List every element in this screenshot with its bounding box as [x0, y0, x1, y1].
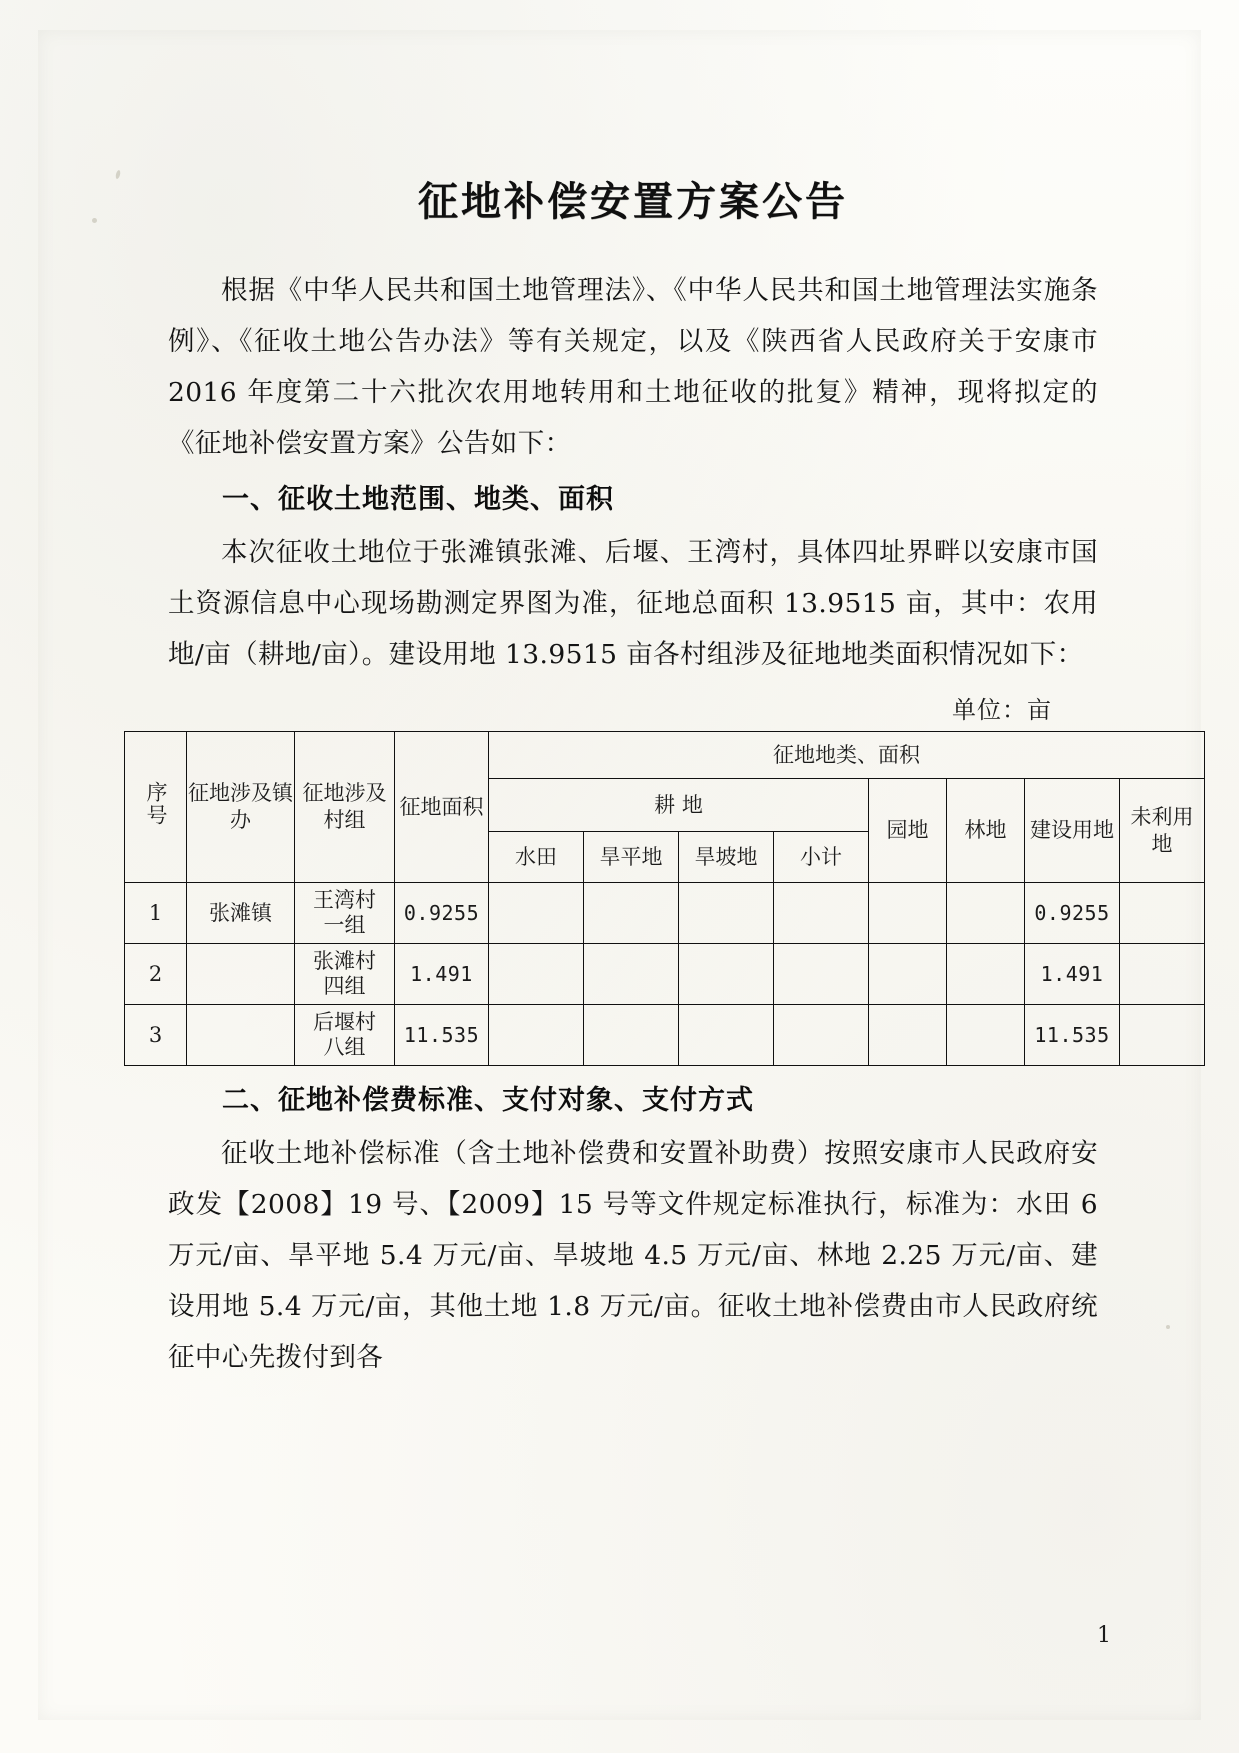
table-row	[125, 944, 1205, 1005]
cell-village-line2: 八组	[323, 1035, 366, 1059]
page-number: 1	[1097, 1623, 1111, 1648]
col-header-subtotal: 小计	[774, 832, 869, 883]
cell-town	[187, 1005, 295, 1066]
section-heading-two: 二、征地补偿费标准、支付对象、支付方式	[222, 1085, 754, 1116]
cell-seq: 2	[125, 944, 187, 1005]
intro-paragraph: 根据《中华人民共和国土地管理法》、《中华人民共和国土地管理法实施条例》、《征收土地公告办法》等有关规定，以及《陕西省人民政府关于安康市 2016 年度第二十六批次农用地转用和土地征收的批复》精神，现将拟定的《征地补偿安置方案》公告如下：	[168, 275, 1098, 459]
cell-unused	[1120, 1005, 1205, 1066]
cell-subtotal	[774, 944, 869, 1005]
cell-construction: 1.491	[1025, 944, 1120, 1005]
page-title: 征地补偿安置方案公告	[418, 179, 848, 225]
cell-unused	[1120, 944, 1205, 1005]
cell-village-line1: 王湾村	[313, 888, 376, 912]
col-header-village: 征地涉及村组	[295, 732, 395, 883]
document-body	[144, 150, 1194, 1385]
col-header-seq-label: 序号	[144, 780, 168, 827]
cell-village-line2: 四组	[323, 974, 366, 998]
cell-construction: 0.9255	[1025, 883, 1120, 944]
cell-dry-flat	[584, 1005, 679, 1066]
cell-unused	[1120, 883, 1205, 944]
cell-forest	[947, 1005, 1025, 1066]
paper-speck	[1166, 1325, 1170, 1329]
col-header-town: 征地涉及镇办	[187, 732, 295, 883]
cell-area: 1.491	[395, 944, 489, 1005]
cell-dry-flat	[584, 883, 679, 944]
compensation-paragraph: 征收土地补偿标准（含土地补偿费和安置补助费）按照安康市人民政府安政发【2008】19 号、【2009】15 号等文件规定标准执行，标准为：水田 6 万元/亩、旱平地 5.4 万元/亩、旱坡地 4.5 万元/亩、林地 2.25 万元/亩、建设用地 5.4 万元/亩，其他土地 1.8 万元/亩。征收土地补偿费由市人民政府统征中心先拨付到各	[168, 1138, 1098, 1373]
col-header-dry-flat: 旱平地	[584, 832, 679, 883]
cell-village-line1: 张滩村	[313, 949, 376, 973]
cell-village	[295, 1005, 395, 1066]
table-row	[125, 1005, 1205, 1066]
cell-paddy	[489, 883, 584, 944]
col-header-unused: 未利用地	[1120, 779, 1205, 883]
paper-speck	[115, 170, 121, 180]
col-header-group: 征地地类、面积	[489, 732, 1205, 779]
col-header-forest: 林地	[947, 779, 1025, 883]
cell-dry-flat	[584, 944, 679, 1005]
col-header-construction: 建设用地	[1025, 779, 1120, 883]
cell-area: 0.9255	[395, 883, 489, 944]
cell-village	[295, 883, 395, 944]
cell-village-line1: 后堰村	[313, 1010, 376, 1034]
paper-speck	[92, 218, 97, 223]
col-header-farmland: 耕 地	[489, 779, 869, 832]
scope-paragraph: 本次征收土地位于张滩镇张滩、后堰、王湾村，具体四址界畔以安康市国土资源信息中心现场勘测定界图为准，征地总面积 13.9515 亩，其中：农用地/亩（耕地/亩）。建设用地 13.9515 亩各村组涉及征地地类面积情况如下：	[168, 537, 1098, 670]
cell-area: 11.535	[395, 1005, 489, 1066]
cell-garden	[869, 944, 947, 1005]
cell-paddy	[489, 1005, 584, 1066]
cell-dry-slope	[679, 1005, 774, 1066]
cell-village-line2: 一组	[323, 913, 366, 937]
table-unit-label: 单位：亩	[952, 696, 1052, 724]
paper-sheet	[38, 30, 1201, 1720]
cell-forest	[947, 944, 1025, 1005]
col-header-garden: 园地	[869, 779, 947, 883]
land-area-table	[124, 731, 1205, 1066]
cell-subtotal	[774, 883, 869, 944]
cell-town	[187, 944, 295, 1005]
col-header-area: 征地面积	[395, 732, 489, 883]
cell-subtotal	[774, 1005, 869, 1066]
cell-dry-slope	[679, 944, 774, 1005]
cell-dry-slope	[679, 883, 774, 944]
cell-seq: 1	[125, 883, 187, 944]
cell-garden	[869, 883, 947, 944]
table-row	[125, 883, 1205, 944]
cell-forest	[947, 883, 1025, 944]
col-header-dry-slope: 旱坡地	[679, 832, 774, 883]
cell-town: 张滩镇	[187, 883, 295, 944]
section-heading-one: 一、征收土地范围、地类、面积	[222, 484, 614, 515]
cell-paddy	[489, 944, 584, 1005]
col-header-paddy: 水田	[489, 832, 584, 883]
col-header-seq	[125, 732, 187, 883]
cell-village	[295, 944, 395, 1005]
cell-garden	[869, 1005, 947, 1066]
cell-seq: 3	[125, 1005, 187, 1066]
cell-construction: 11.535	[1025, 1005, 1120, 1066]
